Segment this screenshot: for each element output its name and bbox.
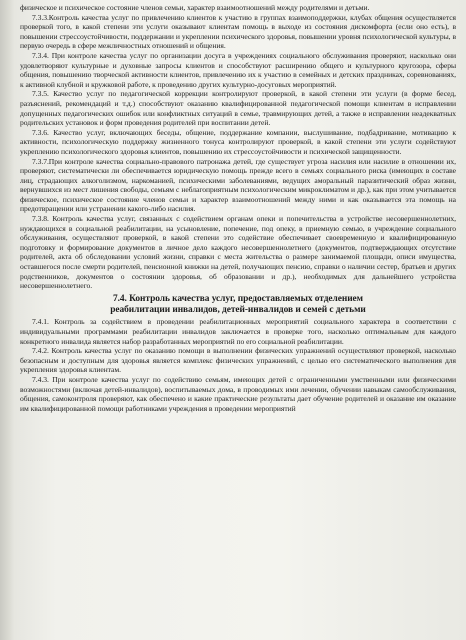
paragraph-7-3-8: 7.3.8. Контроль качества услуг, связанных с содействием органам опеки и попечительства в устройстве несовершеннолетних, нуждающихся в социальной реабилитации, на усыновление, попечение, под опеку, в приемную семью, в учреждение социального обслуживания, осуществляют проверкой, в какой степени это содействие обеспечивает своевременную и квалифицированную подготовку и формирование документов в личное дело каждого несовершеннолетнего (документов, подтверждающих отсутствие родителей, акта об обследовании условий жизни, справки с места жительства о размере занимаемой площади, описи имущества, оставшегося после смерти родителей, пенсионной книжки на детей, получающих пенсию, справки о наличии сестер, братьев и других родственников, документов о состоянии здоровья, об образовании и др.), необходимых для дальнейшего устройства несовершеннолетнего. (20, 214, 456, 291)
section-heading-line-2: реабилитации инвалидов, детей-инвалидов и семей с детьми (110, 304, 366, 315)
paragraph-7-3-5: 7.3.5. Качество услуг по педагогической коррекции контролируют проверкой, в какой степени эти услуги (в форме бесед, разъяснений, рекомендаций и т.д.) способствуют оказанию квалифицированной педагогической помощи клиентам в исправлении допущенных педагогических ошибок или конфликтных ситуаций в семье, травмирующих детей, а также в исправлении неадекватных родительских установок и форм проведения родителей при воспитании детей. (20, 89, 456, 128)
paragraph-7-3-4: 7.3.4. При контроле качества услуг по организации досуга в учреждениях социального обслуживания проверяют, насколько они удовлетворяют культурные и духовные запросы клиентов и способствуют расширению общего и культурного кругозора, сферы общения, повышению творческой активности клиентов, привлечению их к участию в семейных и детских праздниках, соревнованиях, к активной клубной и кружковой работе, к проведению других культурно-досуговых мероприятий. (20, 50, 456, 89)
paragraph-7-3-7: 7.3.7.При контроле качества социально-правового патронажа детей, где существует угроза насилия или насилие в отношении их, проверяют, систематически ли обеспечивается юридическую помощь прежде всего в семьях социального риска (имеющих в составе лиц, страдающих алкоголизмом, наркоманией, психическими заболеваниями, ведущих аморальный паразитический образ жизни, вернувшихся из мест лишения свободы, семьям с неблагоприятным психологическим микроклиматом и др.), как при этом учитывается физическое, психическое состояние членов семьи и характер взаимоотношений между ними и как оказывается эта помощь на предотвращении или устранении какого-либо насилия. (20, 156, 456, 214)
paragraph-7-4-2: 7.4.2. Контроль качества услуг по оказанию помощи в выполнении физических упражнений осуществляют проверкой, насколько безопасным и доступным для здоровья является комплекс физических упражнений, с целью его систематического выполнения для укрепления здоровья клиентам. (20, 346, 456, 375)
paragraph-7-4-1: 7.4.1. Контроль за содействием в проведении реабилитационных мероприятий социального характера в соответствии с индивидуальными программами реабилитации инвалидов заключается в проверке того, насколько оптимальным для каждого конкретного инвалида является набор разработанных мероприятий по его социальной реабилитации. (20, 317, 456, 346)
section-heading-line-1: 7.4. Контроль качества услуг, предоставляемых отделением (112, 293, 363, 304)
paragraph-7-3-6: 7.3.6. Качество услуг, включающих беседы, общение, поддержание компании, выслушивание, подбадривание, мотивацию к активности, психологическую поддержку жизненного тонуса контролируют проверкой, в какой степени эти услуги содействуют укреплению психологического здоровья клиентов, повышению их стрессоустойчивости и психической защищенности. (20, 127, 456, 156)
paragraph-7-3-3: 7.3.3.Контроль качества услуг по привлечению клиентов к участию в группах взаимоподдержки, клубах общения осуществляется проверкой того, в какой степени эти услуги оказывают клиентам помощь в выходе из состояния дискомфорта (если оно есть), в повышении стрессоустойчивости, поддержании и укреплении психического здоровья, повышении уровня психологической культуры, в первую очередь в сфере межличностных отношений и общения. (20, 12, 456, 51)
paragraph-continuation: физическое и психическое состояние членов семьи, характер взаимоотношений между родителями и детьми. (20, 3, 370, 12)
document-body (20, 3, 456, 413)
page-binding-shadow (0, 0, 14, 640)
section-heading-7-4 (20, 294, 456, 316)
paragraph-7-4-3: 7.4.3. При контроле качества услуг по содействию семьям, имеющих детей с ограниченными умственными или физическими возможностями (включая детей-инвалидов), воспитываемых дома, в проводимых ими лечении, обучении навыкам самообслуживания, общения, самоконтроля проверяют, как обеспечено и какие практические результаты дает обучение родителей и оказание им оказание им квалифицированной помощи работниками учреждения в проведении мероприятий (20, 374, 456, 413)
